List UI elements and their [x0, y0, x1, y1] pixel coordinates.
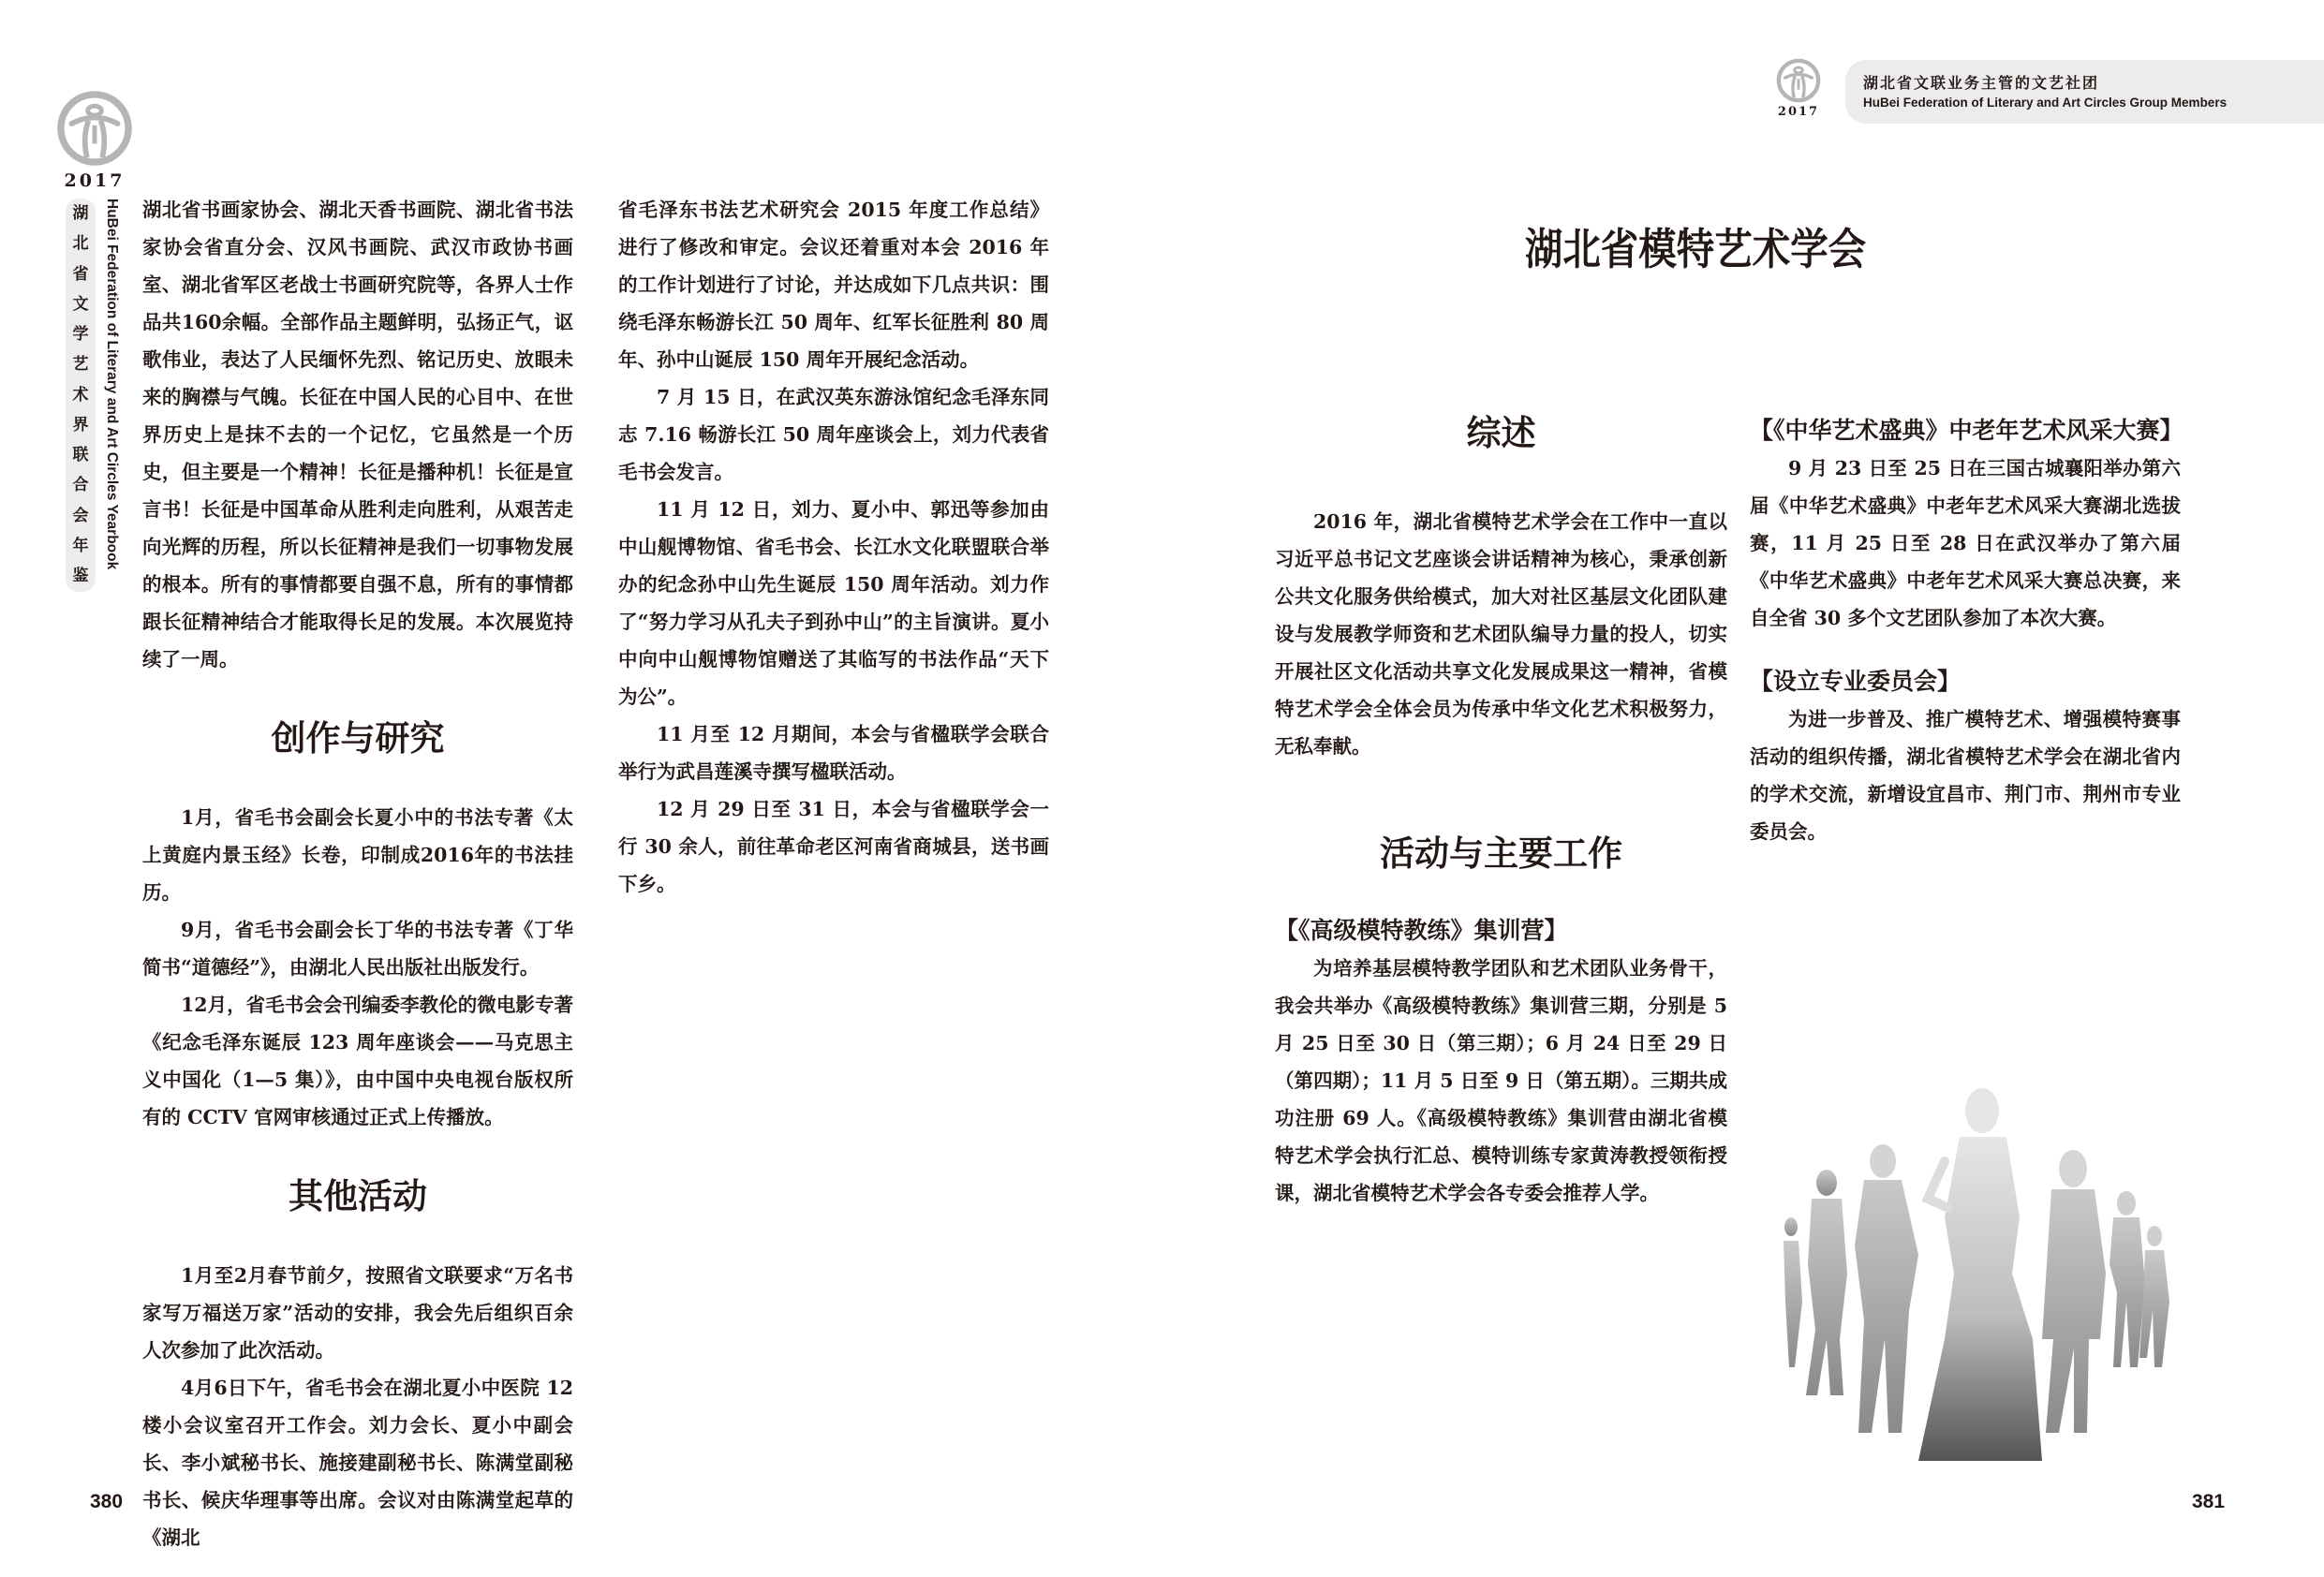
band-char: 合 — [72, 476, 89, 495]
paragraph: 4月6日下午，省毛书会在湖北夏小中医院 12 楼小会议室召开工作会。刘力会长、夏小中副会长、李小斌秘书长、施接建副秘书长、陈满堂副秘书长、候庆华理事等出席。会议对由陈满堂起草的《湖北 — [142, 1377, 573, 1549]
section-heading-activities: 活动与主要工作 — [1380, 833, 1622, 874]
paragraph: 1月至2月春节前夕，按照省文联要求“万名书家写万福送万家”活动的安排，我会先后组织百余人次参加了此次活动。 — [142, 1264, 573, 1362]
overview-paragraph: 2016 年，湖北省模特艺术学会在工作中一直以习近平总书记文艺座谈会讲话精神为核心，秉承创新公共文化服务供给模式，加大对社区基层文化团队建设与发展教学师资和艺术团队编导力量的投人，切实开展社区文化活动共享文化发展成果这一精神，省模特艺术学会全体会员为传承中华文化艺术积极努力，无私奉献。 — [1275, 510, 1727, 758]
band-char: 会 — [72, 506, 89, 525]
left-column-1 — [142, 191, 573, 1556]
band-char: 界 — [72, 415, 89, 435]
header-year: 2017 — [1777, 105, 1820, 119]
header-logo — [1765, 58, 1832, 119]
paragraph: 7 月 15 日，在武汉英东游泳馆纪念毛泽东同志 7.16 畅游长江 50 周年座谈会上，刘力代表省毛书会发言。 — [618, 386, 1049, 483]
yearbook-logo — [52, 90, 137, 191]
running-header — [1765, 58, 2324, 128]
page-number-right: 381 — [2192, 1491, 2226, 1512]
paragraph: 省毛泽东书法艺术研究会 2015 年度工作总结》进行了修改和审定。会议还着重对本会 2016 年的工作计划进行了讨论，并达成如下几点共识：围绕毛泽东畅游长江 50 周年、红军长征胜利 80 周年、孙中山诞辰 150 周年开展纪念活动。 — [618, 199, 1049, 371]
fashion-models-silhouette-icon — [1761, 1058, 2192, 1470]
paragraph: 9月，省毛书会副会长丁华的书法专著《丁华简书“道德经”》，由湖北人民出版社出版发行。 — [142, 919, 573, 979]
paragraph: 为培养基层模特教学团队和艺术团队业务骨干，我会共举办《高级模特教练》集训营三期，分别是 5 月 25 日至 30 日（第三期）；6 月 24 日至 29 日（第四期）；11 月 5 日至 9 日（第五期）。三期共成功注册 69 人。《高级模特教练》集训营由湖北省模特艺术学会执行汇总、模特训练专家黄涛教授领衔授课，湖北省模特艺术学会各专委会推荐人学。 — [1275, 957, 1727, 1204]
section-heading-creation-research: 创作与研究 — [271, 718, 445, 759]
band-char: 术 — [72, 385, 89, 405]
band-char: 鉴 — [72, 567, 89, 585]
band-char: 北 — [72, 234, 89, 254]
band-char: 艺 — [72, 355, 89, 375]
section-heading-other-activities: 其他活动 — [289, 1176, 427, 1216]
paragraph: 11 月 12 日，刘力、夏小中、郭迅等参加由中山舰博物馆、省毛书会、长江水文化联盟联合举办的纪念孙中山先生诞辰 150 周年活动。刘力作了“努力学习从孔夫子到孙中山”的主旨演讲。夏小中向中山舰博物馆赠送了其临写的书法作品“天下为公”。 — [618, 498, 1049, 708]
band-char: 联 — [72, 446, 89, 464]
yearbook-title-vertical-en: HuBei Federation of Literary and Art Circles Yearbook — [104, 199, 120, 570]
right-page — [1162, 0, 2324, 1577]
federation-emblem-icon — [56, 90, 133, 167]
paragraph: 11 月至 12 月期间，本会与省楹联学会联合举行为武昌莲溪寺撰写楹联活动。 — [618, 723, 1049, 783]
left-column-2 — [618, 191, 1049, 903]
right-column-2 — [1750, 412, 2181, 850]
paragraph: 9 月 23 日至 25 日在三国古城襄阳举办第六届《中华艺术盛典》中老年艺术风采大赛湖北选拔赛，11 月 25 日至 28 日在武汉举办了第六届《中华艺术盛典》中老年艺术风采大赛总决赛，来自全省 30 多个文艺团队参加了本次大赛。 — [1750, 457, 2181, 629]
right-column-1 — [1275, 412, 1727, 1212]
paragraph: 12月，省毛书会会刊编委李教伦的微电影专著《纪念毛泽东诞辰 123 周年座谈会——马克思主义中国化（1—5 集）》，由中国中央电视台版权所有的 CCTV 官网审核通过正式上传播放。 — [142, 994, 573, 1128]
subheading-art-festival: 【《中华艺术盛典》中老年艺术风采大赛】 — [1750, 417, 2183, 444]
subheading-committees: 【设立专业委员会】 — [1750, 668, 1961, 695]
section-heading-overview: 综述 — [1466, 413, 1536, 453]
subheading-model-coach-camp: 【《高级模特教练》集训营】 — [1275, 917, 1568, 944]
band-char: 学 — [72, 325, 89, 344]
header-title-cn: 湖北省文联业务主管的文艺社团 — [1863, 74, 2100, 92]
band-char: 湖 — [72, 204, 89, 223]
intro-paragraph: 湖北省书画家协会、湖北天香书画院、湖北省书法家协会省直分会、汉风书画院、武汉市政协书画室、湖北省军区老战士书画研究院等，各界人士作品共160余幅。全部作品主题鲜明，弘扬正气，讴歌伟业，表达了人民缅怀先烈、铭记历史、放眼未来的胸襟与气魄。长征在中国人民的心目中、在世界历史上是抹不去的一个记忆，它虽然是一个历史，但主要是一个精神！长征是播种机！长征是宣言书！长征是中国革命从胜利走向胜利，从艰苦走向光辉的历程，所以长征精神是我们一切事物发展的根本。所有的事情都要自强不息，所有的事情都跟长征精神结合才能取得长足的发展。本次展览持续了一周。 — [142, 199, 573, 671]
page-number-left: 380 — [90, 1491, 124, 1512]
federation-emblem-icon — [1776, 58, 1821, 103]
header-title-en: HuBei Federation of Literary and Art Circles Group Members — [1863, 96, 2228, 110]
band-char: 省 — [72, 264, 89, 284]
band-char: 文 — [72, 294, 89, 314]
yearbook-year: 2017 — [64, 170, 126, 191]
paragraph: 为进一步普及、推广模特艺术、增强模特赛事活动的组织传播，湖北省模特艺术学会在湖北省内的学术交流，新增设宜昌市、荆门市、荆州市专业委员会。 — [1750, 708, 2181, 843]
paragraph: 1月，省毛书会副会长夏小中的书法专著《太上黄庭内景玉经》长卷，印制成2016年的书法挂历。 — [142, 806, 573, 904]
band-char: 年 — [72, 536, 89, 555]
yearbook-title-vertical-cn — [66, 199, 96, 592]
page-title: 湖北省模特艺术学会 — [1524, 223, 1867, 274]
paragraph: 12 月 29 日至 31 日，本会与省楹联学会一行 30 余人，前往革命老区河南省商城县，送书画下乡。 — [618, 798, 1049, 895]
